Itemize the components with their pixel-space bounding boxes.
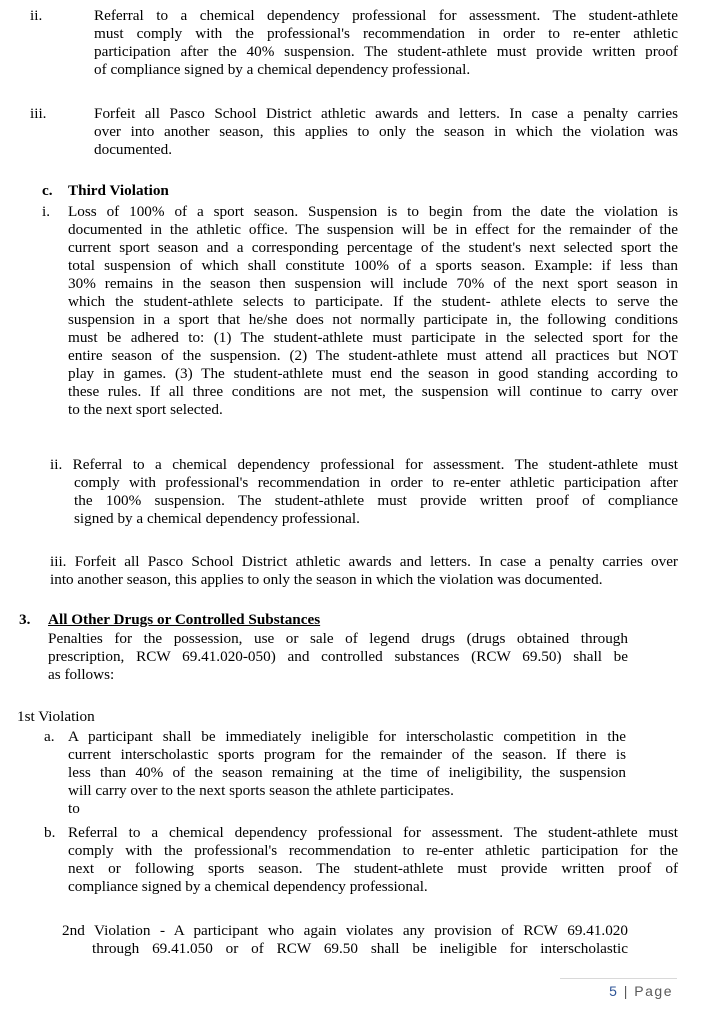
list-marker-c: c. [42, 182, 53, 199]
paragraph-line: documented in the athletic office. The suspension will be in effect for the remainder of the [68, 221, 678, 238]
paragraph-line: these rules. If all three conditions are not met, the suspension will continue to carry over [68, 383, 678, 400]
paragraph-line: will carry over to the next sports season the athlete participates. [68, 782, 454, 799]
paragraph-line: as follows: [48, 666, 115, 683]
paragraph-line: entire season of the suspension. (2) The student-athlete must attend all practices but NOT [68, 347, 678, 364]
paragraph-line: ii. Referral to a chemical dependency professional for assessment. The student-athlete must [50, 456, 678, 473]
paragraph-line: play in games. (3) The student-athlete must end the season in good standing according to [68, 365, 678, 382]
paragraph-line: 30% remains in the season then suspension will include 70% of the next sport season in [68, 275, 678, 292]
paragraph-line: Loss of 100% of a sport season. Suspension is to begin from the date the violation is [68, 203, 678, 220]
list-marker-iii: iii. [30, 105, 47, 122]
paragraph-line: current interscholastic sports program for the remainder of the season. If there is [68, 746, 626, 763]
page-footer [609, 983, 673, 999]
paragraph-line: less than 40% of the season remaining at the time of ineligibility, the suspension [68, 764, 626, 781]
paragraph-line: participation after the 40% suspension. The student-athlete must provide written proof [94, 43, 678, 60]
paragraph-line: to the next sport selected. [68, 401, 223, 418]
paragraph-line: iii. Forfeit all Pasco School District athletic awards and letters. In case a penalty carries over [50, 553, 678, 570]
first-violation-label: 1st Violation [17, 708, 95, 725]
paragraph-line: through 69.41.050 or of RCW 69.50 shall be ineligible for interscholastic [92, 940, 628, 957]
paragraph-line: must comply with the professional's recommendation in order to re-enter athletic [94, 25, 678, 42]
paragraph-line: Penalties for the possession, use or sale of legend drugs (drugs obtained through [48, 630, 628, 647]
paragraph-line: prescription, RCW 69.41.020-050) and controlled substances (RCW 69.50) shall be [48, 648, 628, 665]
paragraph-line: Forfeit all Pasco School District athletic awards and letters. In case a penalty carries [94, 105, 678, 122]
list-marker-b: b. [44, 824, 56, 841]
third-violation-heading: Third Violation [68, 182, 169, 199]
page-label: Page [634, 983, 673, 999]
paragraph-line: A participant shall be immediately ineligible for interscholastic competition in the [68, 728, 626, 745]
paragraph-line: of compliance signed by a chemical dependency professional. [94, 61, 471, 78]
paragraph-line: Referral to a chemical dependency professional for assessment. The student-athlete [94, 7, 678, 24]
footer-rule [560, 978, 677, 979]
paragraph-line: 2nd Violation - A participant who again violates any provision of RCW 69.41.020 [62, 922, 628, 939]
paragraph-line: into another season, this applies to only the season in which the violation was documented. [50, 571, 603, 588]
paragraph-line: the 100% suspension. The student-athlete must provide written proof of compliance [74, 492, 678, 509]
paragraph-line: current sport season and a corresponding percentage of the student's next selected sport the [68, 239, 678, 256]
list-marker-i: i. [42, 203, 51, 220]
paragraph-line: next or following sports season. The student-athlete must provide written proof of [68, 860, 678, 877]
list-marker-a: a. [44, 728, 55, 745]
paragraph-line: compliance signed by a chemical dependency professional. [68, 878, 428, 895]
section-number: 3. [19, 611, 31, 628]
section-heading: All Other Drugs or Controlled Substances [48, 611, 321, 628]
paragraph-line: comply with professional's recommendation in order to re-enter athletic participation after [74, 474, 678, 491]
paragraph-line: comply with the professional's recommendation to re-enter athletic participation for the [68, 842, 678, 859]
list-marker-ii: ii. [30, 7, 43, 24]
paragraph-line: Referral to a chemical dependency professional for assessment. The student-athlete must [68, 824, 678, 841]
paragraph-line: documented. [94, 141, 173, 158]
paragraph-line: signed by a chemical dependency professional. [74, 510, 360, 527]
paragraph-line: which the student-athlete selects to participate. If the student- athlete elects to serve the [68, 293, 678, 310]
paragraph-line: over into another season, this applies to only the season in which the violation was [94, 123, 678, 140]
page-number: 5 [609, 983, 619, 999]
paragraph-line: must be adhered to: (1) The student-athlete must participate in the selected sport for the [68, 329, 678, 346]
paragraph-line: to [68, 800, 80, 817]
paragraph-line: total suspension of which shall constitute 100% of a sports season. Example: if less than [68, 257, 678, 274]
paragraph-line: suspension in a sport that he/she does not normally participate in, the following conditions [68, 311, 678, 328]
footer-separator: | [623, 983, 629, 999]
